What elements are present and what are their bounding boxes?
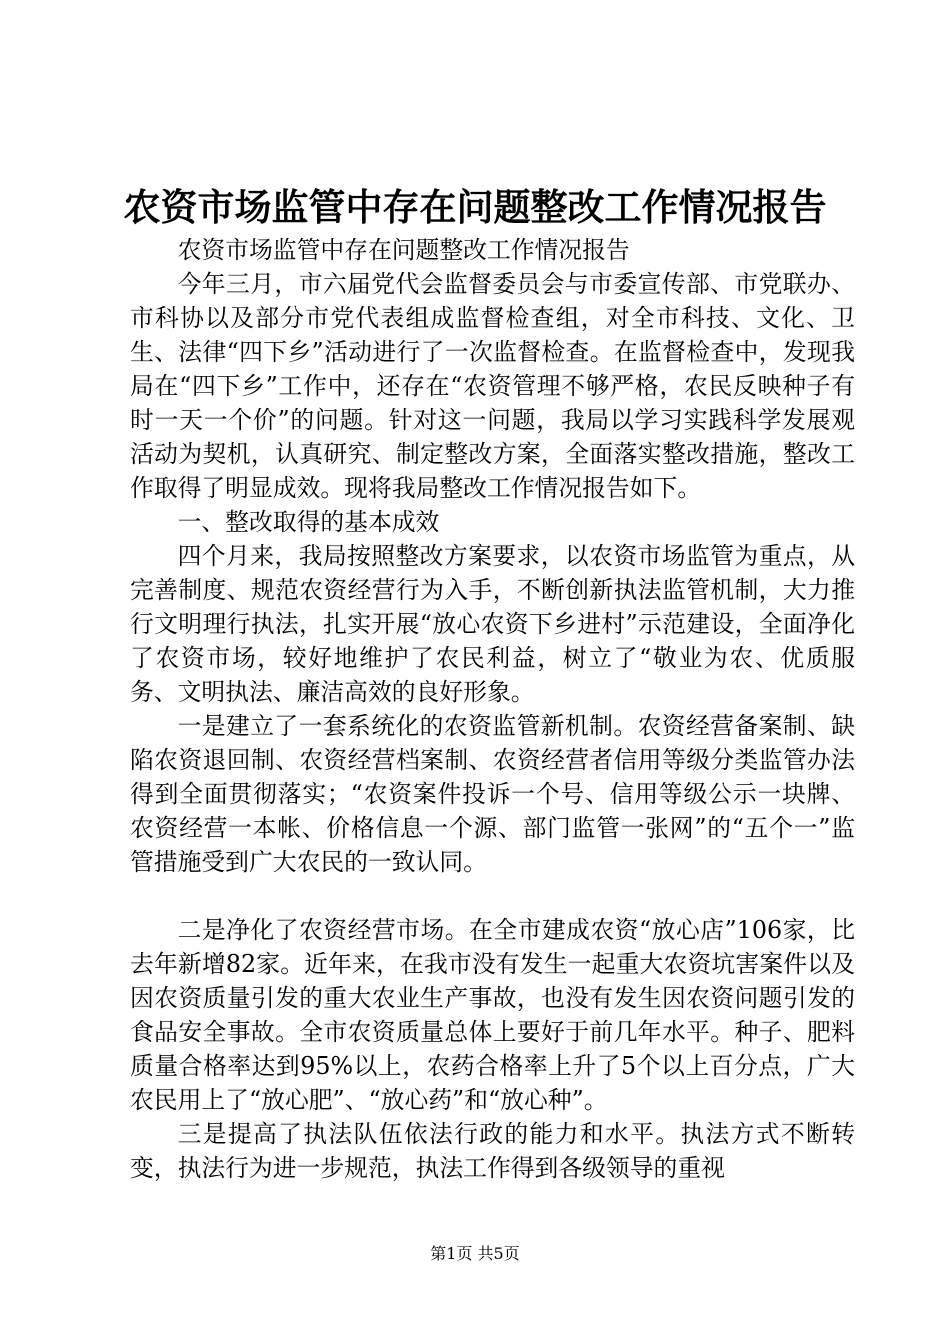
section-heading: 一、整改取得的基本成效 — [177, 508, 440, 536]
paragraph-overview: 四个月来，我局按照整改方案要求，以农资市场监管为重点，从完善制度、规范农资经营行为入手，不断创新执法监管机制，大力推行文明理行执法，扎实开展“放心农资下乡进村”示范建设，全面净化了农资市场，较好地维护了农民利益，树立了“敬业为农、优质服务、文明执法、廉洁高效的良好形象。 — [130, 542, 855, 706]
document-body — [130, 233, 855, 1185]
document-title: 农资市场监管中存在问题整改工作情况报告 — [123, 185, 827, 229]
paragraph-point-2: 二是净化了农资经营市场。在全市建成农资“放心店”106家，比去年新增82家。近年来，在我市没有发生一起重大农资坑害案件以及因农资质量引发的重大农业生产事故，也没有发生因农资问题引发的食品安全事故。全市农资质量总体上要好于前几年水平。种子、肥料质量合格率达到95%以上，农药合格率上升了5个以上百分点，广大农民用上了“放心肥”、“放心药”和“放心种”。 — [130, 916, 855, 1114]
paragraph-point-1: 一是建立了一套系统化的农资监管新机制。农资经营备案制、缺陷农资退回制、农资经营档案制、农资经营者信用等级分类监管办法得到全面贯彻落实；“农资案件投诉一个号、信用等级公示一块牌、农资经营一本帐、价格信息一个源、部门监管一张网”的“五个一”监管措施受到广大农民的一致认同。 — [130, 712, 855, 876]
page-footer: 第1页 共5页 — [430, 1244, 520, 1263]
paragraph-subtitle: 农资市场监管中存在问题整改工作情况报告 — [177, 236, 630, 264]
paragraph-intro: 今年三月，市六届党代会监督委员会与市委宣传部、市党联办、市科协以及部分市党代表组成监督检查组，对全市科技、文化、卫生、法律“四下乡”活动进行了一次监督检查。在监督检查中，发现我局在“四下乡”工作中，还存在“农资管理不够严格，农民反映种子有时一天一个价”的问题。针对这一问题，我局以学习实践科学发展观活动为契机，认真研究、制定整改方案，全面落实整改措施，整改工作取得了明显成效。现将我局整改工作情况报告如下。 — [130, 270, 855, 502]
blank-line — [130, 879, 855, 913]
paragraph-point-3: 三是提高了执法队伍依法行政的能力和水平。执法方式不断转变，执法行为进一步规范，执法工作得到各级领导的重视 — [130, 1120, 855, 1182]
